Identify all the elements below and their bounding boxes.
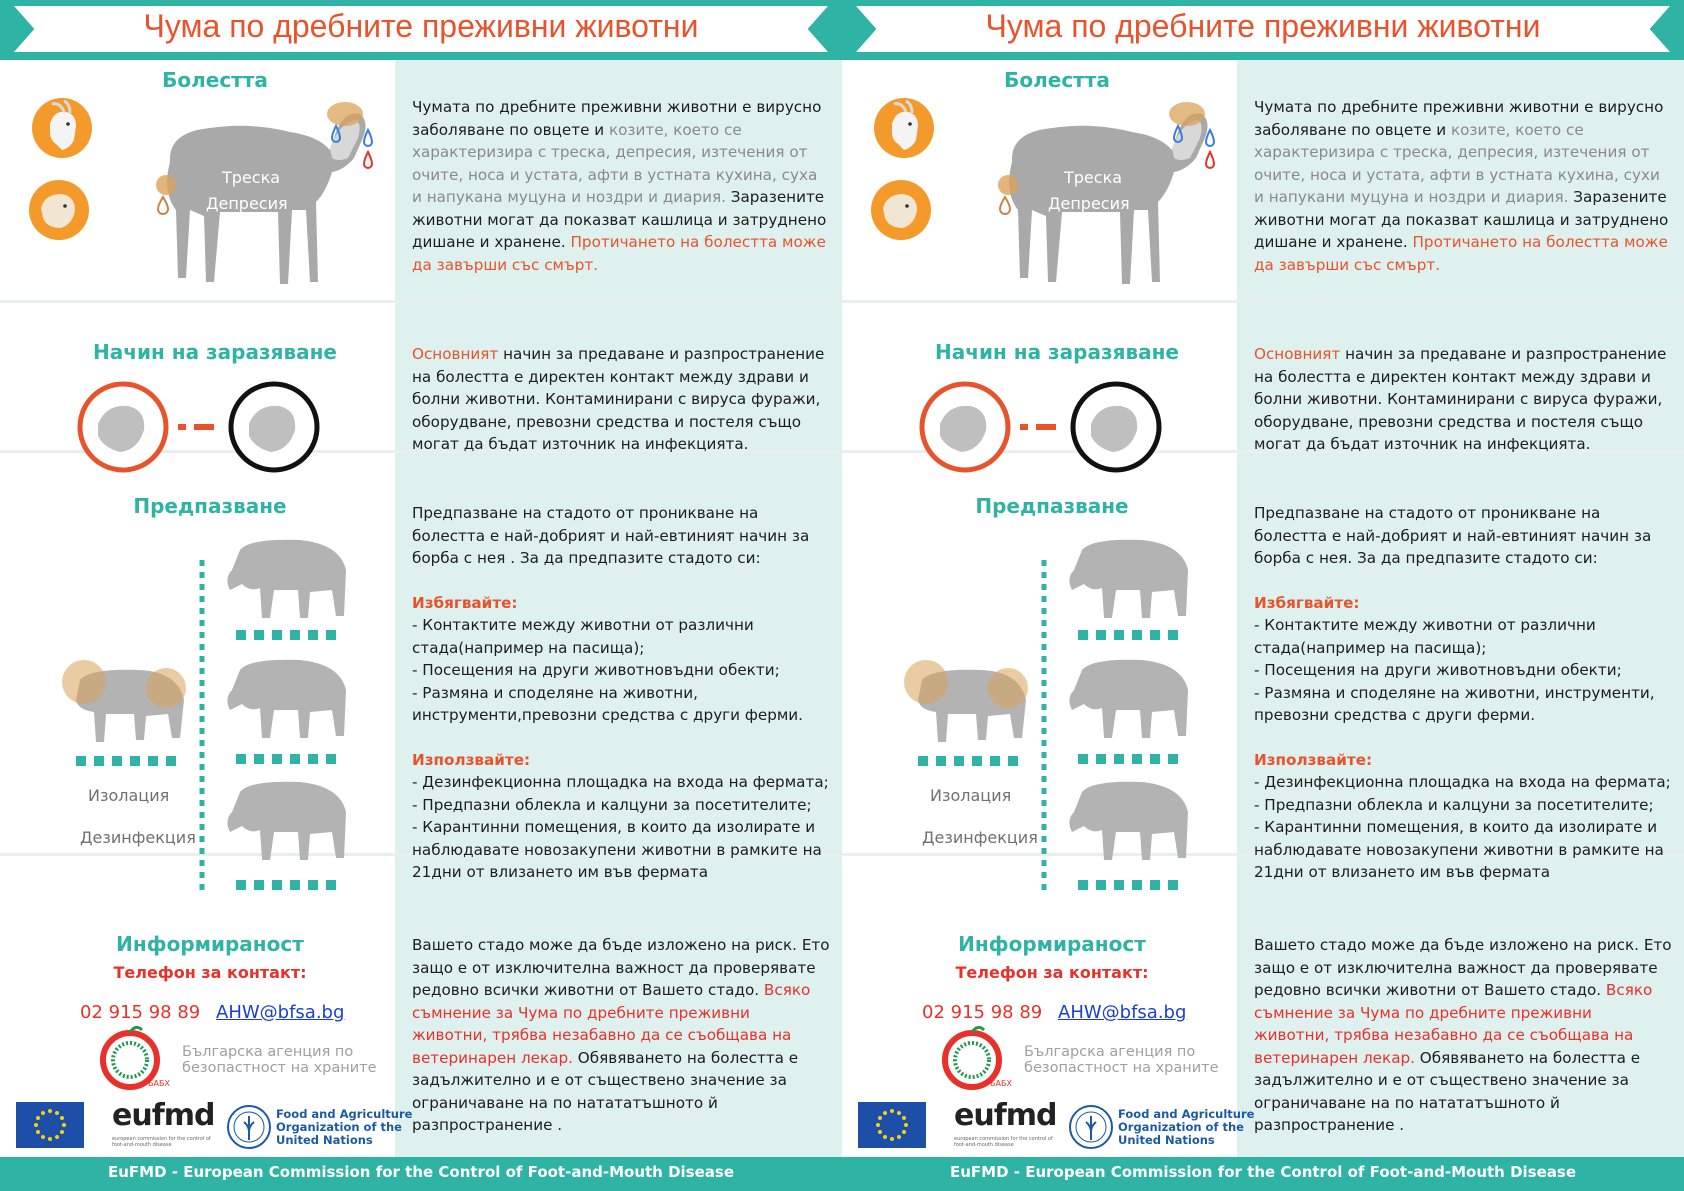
section-heading-disease: Болестта (1004, 68, 1110, 92)
awareness-paragraph: Вашето стадо може да бъде изложено на риск. Ето защо е от изключителна важност да проверявате редовно всички животни от Вашето стадо. Всяко съмнение за Чума по дребните преживни животни, трябва незабавно да се съобщава на ветеринарен лекар. Обявяването на болестта е задължително и е от съществено значение за ограничаване на по натататъшното й разпространение . (412, 936, 830, 1134)
sheep-label-fever: Треска (222, 168, 281, 187)
prevention-paragraph: Предпазване на стадото от проникване на болестта е най-добрият и най-евтиният начин за борба с нея . За да предпазите стадото си: Избягвайте: - Контактите между животни от различни стада(например на пасища); - Посещения на други животновъдни обекти; - Размяна и споделяне на животни, инструменти,превозни средства с други ферми. Използвайте: - Дезинфекционна площадка на входа на фермата; - Предпазни облекла и калцуни за посетителите; - Карантинни помещения, в които да изолирате и наблюдавате новозакупени животни в рамките на 21дни от влизането им във фермата (412, 504, 829, 881)
tear-drop-icon (1172, 124, 1222, 174)
eufmd-subtitle: european commission for the control of foot-and-mouth disease (954, 1136, 1053, 1148)
section-heading-prevention: Предпазване (975, 494, 1129, 518)
page-title: Чума по дребните преживни животни (985, 8, 1541, 44)
contact-label: Телефон за контакт: (955, 963, 1149, 982)
section-heading-disease: Болестта (162, 68, 268, 92)
title-banner (842, 0, 1684, 60)
footer-banner: EuFMD - European Commission for the Control of Foot-and-Mouth Disease (0, 1157, 842, 1191)
transmission-diagram (76, 380, 326, 480)
phone-number[interactable]: 02 915 98 89 (80, 1002, 201, 1023)
section-heading-awareness: Информираност (116, 932, 304, 956)
section-heading-transmission: Начин на заразяване (935, 340, 1179, 364)
phone-number[interactable]: 02 915 98 89 (922, 1002, 1043, 1023)
transmission-paragraph: Основният начин за предаване и разпространение на болестта е директен контакт между здрави и болни животни. Контаминирани с вируса фуражи, оборудване, превозни средства и постеля също могат да бъдат източник на инфекцията. (1254, 345, 1667, 453)
nose-highlight-icon (997, 174, 1019, 196)
goat-icon (30, 96, 94, 160)
bfsa-logo-icon (96, 1028, 176, 1090)
fao-name: Food and Agriculture Organization of the United Nations (1118, 1107, 1255, 1147)
page-title: Чума по дребните преживни животни (143, 8, 699, 44)
section-heading-awareness: Информираност (958, 932, 1146, 956)
sheep-label-depression: Депресия (1048, 194, 1130, 213)
title-banner (0, 0, 842, 60)
disinfection-label: Дезинфекция (922, 828, 1038, 847)
disease-paragraph: Чумата по дребните преживни животни е вирусно заболяване по овцете и козите, което се характеризира с треска, депресия, изтечения от очите, носа и устата, афти в устната кухина, сухи и напукани муцуна и ноздри и диария. Заразените животни могат да показват кашлица и затруднено дишане и хранене. Протичането на болестта може да завърши със смърт. (1254, 98, 1669, 274)
nose-highlight-icon (155, 174, 177, 196)
bfsa-mark: БАБХ (990, 1079, 1012, 1088)
transmission-diagram (918, 380, 1168, 480)
prevention-paragraph: Предпазване на стадото от проникване на болестта е най-добрият и най-евтиният начин за борба с нея. За да предпазите стадото си: Избягвайте: - Контактите между животни от различни стада(например на пасища); - Посещения на други животновъдни обекти; - Размяна и споделяне на животни, инструменти, превозни средства с други ферми. Използвайте: - Дезинфекционна площадка на входа на фермата; - Предпазни облекла и калцуни за посетителите; - Карантинни помещения, в които да изолирате и наблюдавате новозакупени животни в рамките на 21дни от влизането им във фермата (1254, 504, 1671, 881)
sheep-icon (869, 178, 933, 242)
fao-name: Food and Agriculture Organization of the United Nations (276, 1107, 413, 1147)
goat-icon (872, 96, 936, 160)
email-link[interactable]: AHW@bfsa.bg (1058, 1002, 1187, 1023)
sheep-label-depression: Депресия (206, 194, 288, 213)
section-heading-prevention: Предпазване (133, 494, 287, 518)
fao-logo-icon (1068, 1104, 1114, 1150)
eufmd-subtitle: european commission for the control of foot-and-mouth disease (112, 1136, 211, 1148)
drip-icon (156, 196, 170, 216)
agency-name: Българска агенция по безопастност на храните (182, 1044, 377, 1076)
tear-drop-icon (330, 124, 380, 174)
eufmd-logo: eufmd (112, 1098, 215, 1133)
footer-banner: EuFMD - European Commission for the Control of Foot-and-Mouth Disease (842, 1157, 1684, 1191)
sheep-label-fever: Треска (1064, 168, 1123, 187)
bfsa-logo-icon (938, 1028, 1018, 1090)
transmission-paragraph: Основният начин за предаване и разпространение на болестта е директен контакт между здрави и болни животни. Контаминирани с вируса фуражи, оборудване, превозни средства и постеля също могат да бъдат източник на инфекцията. (412, 345, 825, 453)
awareness-paragraph: Вашето стадо може да бъде изложено на риск. Ето защо е от изключителна важност да проверявате редовно всички животни от Вашето стадо. Всяко съмнение за Чума по дребните преживни животни, трябва незабавно да се съобщава на ветеринарен лекар. Обявяването на болестта е задължително и е от съществено значение за ограничаване на по натататъшното й разпространение . (1254, 936, 1672, 1134)
isolation-label: Изолация (88, 786, 170, 805)
agency-name: Българска агенция по безопастност на храните (1024, 1044, 1219, 1076)
contact-label: Телефон за контакт: (113, 963, 307, 982)
bfsa-mark: БАБХ (148, 1079, 170, 1088)
eu-flag-icon (858, 1102, 926, 1148)
eu-flag-icon (16, 1102, 84, 1148)
isolation-label: Изолация (930, 786, 1012, 805)
sheep-icon (27, 178, 91, 242)
email-link[interactable]: AHW@bfsa.bg (216, 1002, 345, 1023)
eufmd-logo: eufmd (954, 1098, 1057, 1133)
leaflet-panel (842, 0, 1684, 1191)
drip-icon (998, 196, 1012, 216)
fao-logo-icon (226, 1104, 272, 1150)
disinfection-label: Дезинфекция (80, 828, 196, 847)
disease-paragraph: Чумата по дребните преживни животни е вирусно заболяване по овцете и козите, което се характеризира с треска, депресия, изтечения от очите, носа и устата, афти в устната кухина, суха и напукана муцуна и ноздри и диария. Заразените животни могат да показват кашлица и затруднено дишане и хранене. Протичането на болестта може да завърши със смърт. (412, 98, 827, 274)
section-heading-transmission: Начин на заразяване (93, 340, 337, 364)
